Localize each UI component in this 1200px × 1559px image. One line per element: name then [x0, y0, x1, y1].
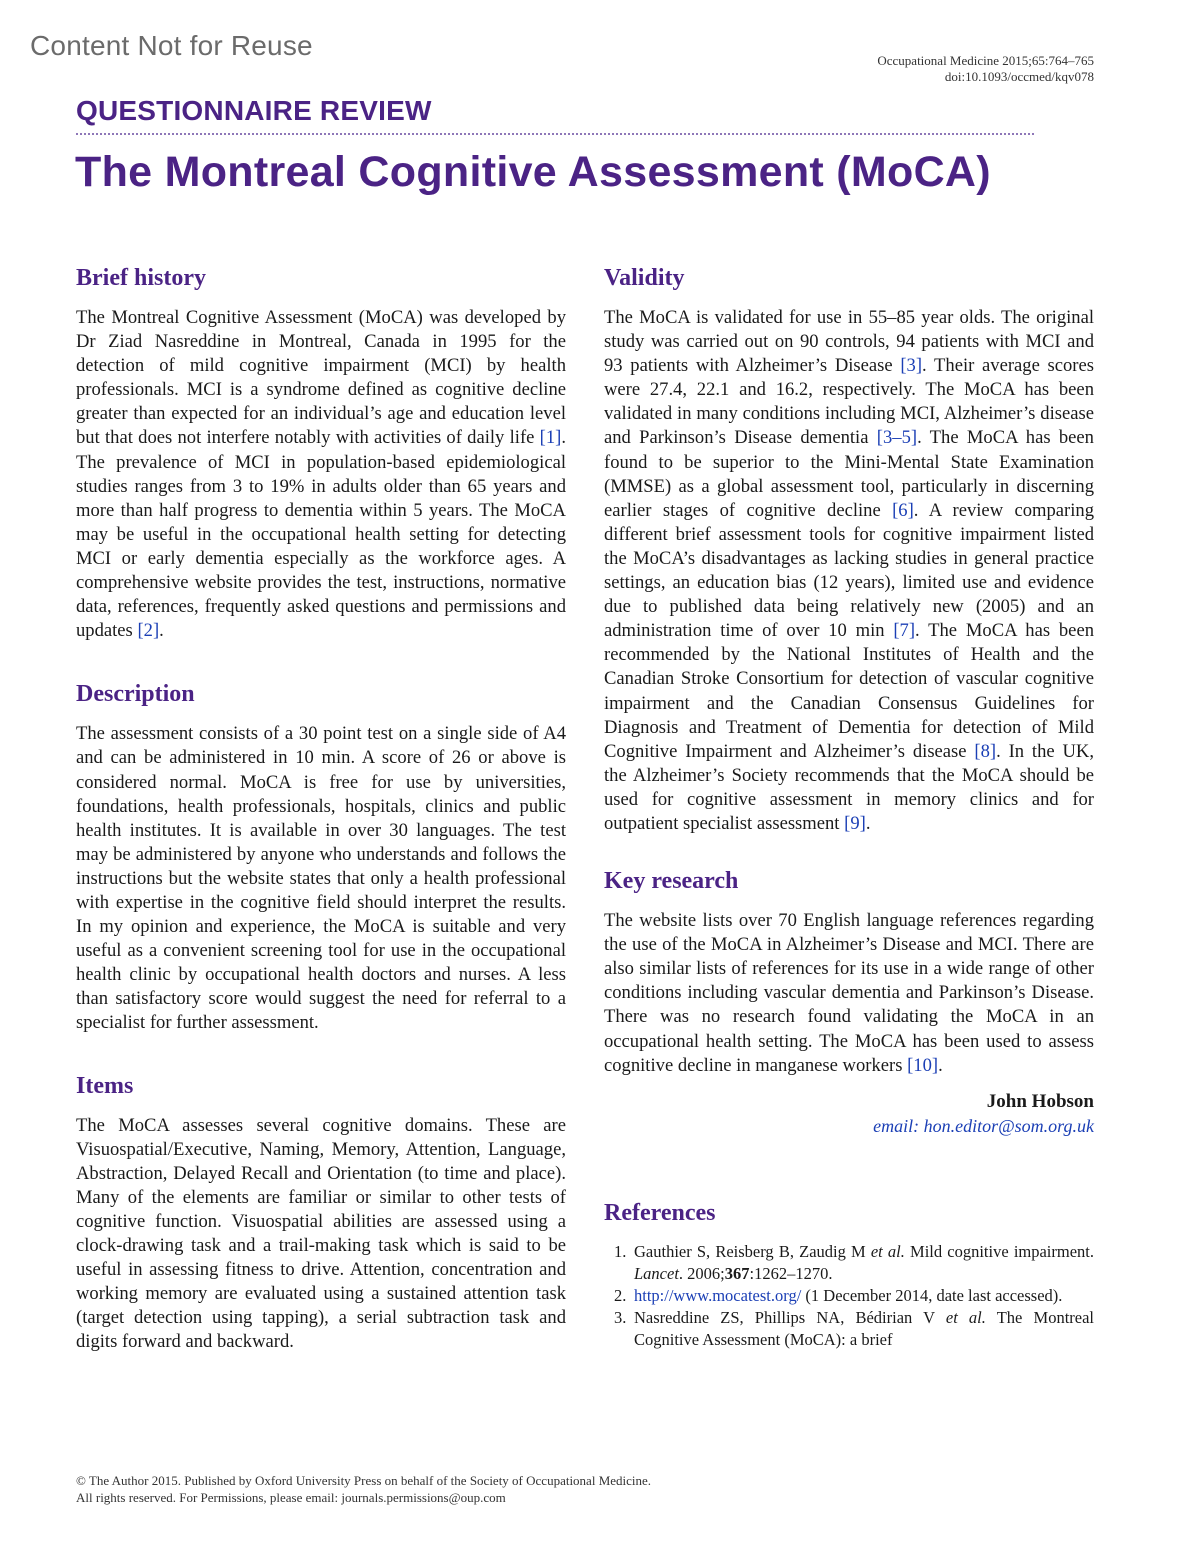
author-email-link[interactable]: email: hon.editor@som.org.uk: [873, 1115, 1094, 1136]
citation-link[interactable]: [2]: [137, 620, 160, 642]
description-heading: Description: [76, 681, 195, 708]
citation-link[interactable]: [3–5]: [876, 427, 918, 449]
key-research-heading: Key research: [604, 868, 739, 895]
section-label: QUESTIONNAIRE REVIEW: [76, 95, 432, 126]
references-heading: References: [604, 1199, 716, 1226]
validity-heading: Validity: [604, 265, 685, 291]
citation-link[interactable]: [10]: [907, 1054, 939, 1076]
reference-item: 2. http://www.mocatest.org/ (1 December 2014, date last accessed).: [614, 1285, 1063, 1305]
permissions-line: All rights reserved. For Permissions, please email: journals.permissions@oup.com: [76, 1490, 506, 1505]
right-column: [604, 265, 1094, 1351]
author-name: John Hobson: [986, 1090, 1094, 1112]
citation-link[interactable]: [9]: [844, 812, 866, 834]
items-heading: Items: [76, 1072, 134, 1099]
reference-item: 1. Gauthier S, Reisberg B, Zaudig M et al. Mild cognitive impairment. Lancet. 2006;367:1262–1270.: [614, 1241, 1095, 1283]
citation-link[interactable]: [3]: [900, 355, 923, 377]
validity-text: The MoCA is validated for use in 55–85 year olds. The original study was carried out on 90 controls, 94 patients with MCI and 93 patients with Alzheimer’s Disease [3]. Their average scores were 27.4, 22.1 and 16.2, respectively. The MoCA has been validated in many conditions including MCI, Alzheimer’s disease and Parkinson’s Disease dementia [3–5]. The MoCA has been found to be superior to the Mini-Mental State Examination (MMSE) as a global assessment tool, particularly in discerning earlier stages of cognitive decline [6]. A review comparing different brief assessment tools for cognitive impairment listed the MoCA’s disadvantages as lacking studies in general practice settings, an education bias (12 years), limited use and evidence due to published data being relatively new (2005) and an administration time of over 10 min [7]. The MoCA has been recommended by the National Institutes of Health and the Canadian Stroke Consortium for detection of vascular cognitive impairment and the Canadian Consensus Guidelines for Diagnosis and Treatment of Dementia for detection of Mild Cognitive Impairment and Alzheimer’s disease [8]. In the UK, the Alzheimer’s Society recommends that the MoCA should be used for cognitive assessment in memory clinics and for outpatient specialist assessment [9].: [604, 307, 1094, 834]
items-text: The MoCA assesses several cognitive domains. These are Visuospatial/Executive, Naming, Memory, Attention, Language, Abstraction, Delayed Recall and Orientation (to time and place). Many of the elements are familiar or similar to other tests of cognitive function. Visuospatial abilities are assessed using a clock-drawing task and a trail-making task which is said to be useful in assessing fitness to drive. Attention, concentration and working memory are evaluated using a sustained attention task (target detection using tapping), a serial subtraction task and digits forward and backward.: [76, 1114, 566, 1353]
dotted-divider: [76, 133, 1034, 135]
journal-reference: [877, 53, 1094, 85]
brief-history-heading: Brief history: [76, 265, 206, 291]
author-block: [604, 1090, 1094, 1138]
copyright-footer: [76, 1472, 651, 1506]
citation-link[interactable]: [8]: [974, 740, 997, 762]
watermark: Content Not for Reuse: [30, 30, 313, 61]
left-column: [76, 265, 566, 1354]
references-section: [604, 1200, 1094, 1351]
key-research-text: The website lists over 70 English language references regarding the use of the MoCA in Alzheimer’s Disease and MCI. There are also similar lists of references for its use in a wide range of other conditions including vascular dementia and Parkinson’s Disease. There was no research found validating the MoCA in an occupational health setting. The MoCA has been used to assess cognitive decline in manganese workers [10].: [604, 910, 1094, 1076]
description-text: The assessment consists of a 30 point test on a single side of A4 and can be administered in 10 min. A score of 26 or above is considered normal. MoCA is free for use by universities, foundations, health professionals, hospitals, clinics and public health institutes. It is available in over 30 languages. The test may be administered by anyone who understands and follows the instructions but the website states that only a health professional with expertise in the cognitive field should interpret the results. In my opinion and experience, the MoCA is suitable and very useful as a convenient screening tool for use in the occupational health clinic by occupational health doctors and nurses. A less than satisfactory score would suggest the need for referral to a specialist for further assessment.: [76, 723, 566, 1034]
reference-list: [604, 1241, 1094, 1351]
description-section: [76, 681, 566, 1035]
reference-url-link[interactable]: http://www.mocatest.org/: [634, 1285, 802, 1305]
journal-citation: Occupational Medicine 2015;65:764–765: [877, 53, 1094, 68]
copyright-line: © The Author 2015. Published by Oxford University Press on behalf of the Society of Occupational Medicine.: [76, 1473, 652, 1488]
article-title: The Montreal Cognitive Assessment (MoCA): [75, 148, 991, 196]
brief-history-section: [76, 265, 566, 643]
validity-section: [604, 265, 1094, 836]
key-research-section: [604, 868, 1094, 1138]
journal-doi: doi:10.1093/occmed/kqv078: [944, 69, 1094, 84]
citation-link[interactable]: [1]: [539, 427, 562, 449]
items-section: [76, 1073, 566, 1355]
citation-link[interactable]: [7]: [893, 620, 916, 642]
brief-history-text: The Montreal Cognitive Assessment (MoCA) was developed by Dr Ziad Nasreddine in Montreal, Canada in 1995 for the detection of mild cognitive impairment (MCI) by health professionals. MCI is a syndrome defined as cognitive decline greater than expected for an individual’s age and education level but that does not interfere notably with activities of daily life [1]. The prevalence of MCI in population-based epidemiological studies ranges from 3 to 19% in adults older than 65 years and more than half progress to dementia within 5 years. The MoCA may be useful in the occupational health setting for detecting MCI or early dementia especially as the workforce ages. A comprehensive website provides the test, instructions, normative data, references, frequently asked questions and permissions and updates [2].: [76, 307, 566, 642]
reference-item: 3. Nasreddine ZS, Phillips NA, Bédirian V et al. The Montreal Cognitive Assessment (MoCA): a brief: [614, 1307, 1095, 1349]
citation-link[interactable]: [6]: [892, 499, 914, 521]
